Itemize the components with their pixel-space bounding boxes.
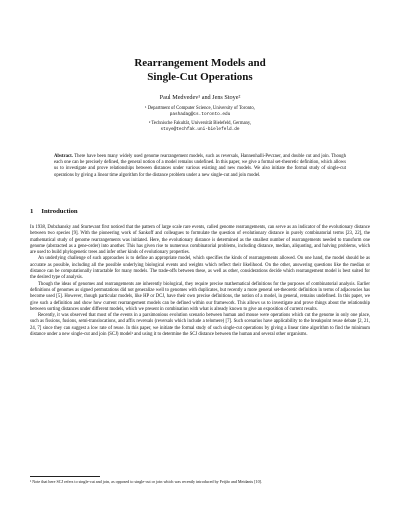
- paragraph-4: Recently, it was observed that most of the events in a parsimonious evolution scenario between human and mouse were operations which cut the genome in only one place, such as fissions, fusions, semi-translocations, and affix reversals (reversals which include a telomere) [7]. Such scenarios have applicability to the breakpoint reuse debate [2, 21, 24, 7] since they can suggest a low rate of reuse. In this paper, we initiate the formal study of such single-cut operations by giving a linear time algorithm to find the minimum distance under a new single-cut and join (SCJ) model¹ and using it to determine the SCJ distance between the human and several other organisms.: [30, 313, 370, 338]
- abstract-text: There have been many widely used genome rearrangement models, such as reversals, Hannenhalli-Pevzner, and double cut and join. Though each one can be precisely defined, the general notion of a model remains undefined. In this paper, we give a formal set-theoretic definition, which allows us to investigate and prove relationships between distances under various existing and new models. We also initiate the formal study of single-cut operations by giving a linear time algorithm for the distance problem under a new single-cut and join model.: [54, 154, 346, 178]
- paragraph-2: An underlying challenge of such approaches is to define an appropriate model, which specifies the kinds of rearrangements allowed. On one hand, the model should be as accurate as possible, including all the possible underlying biological events and weights which reflect their likelihood. On the other, answering questions like the median or distance can be computationally intractable for many models. The trade-offs between these, as well as other, considerations decide which rearrangement model is best suited for the desired type of analysis.: [30, 256, 370, 281]
- section-body: [30, 225, 370, 338]
- paragraph-1: In 1938, Dobzhansky and Sturtevant first noticed that the pattern of large scale rare events, called genome rearrangements, can serve as an indicator of the evolutionary distance between two species [9]. With the pioneering work of Sankoff and colleagues to formulate the question of evolutionary distance in purely combinatorial terms [23, 22], the mathematical study of genome rearrangements was initiated. Here, the evolutionary distance is determined as the smallest number of rearrangements needed to transform one genome (abstracted as a gene-order) into another. This has given rise to numerous combinatorial problems, including distance, median, aliquoting, and halving problems, which are used to build phylogenetic trees and infer other kinds of evolutionary properties.: [30, 225, 370, 256]
- affiliation-1: [40, 106, 360, 118]
- abstract: [54, 154, 346, 179]
- affiliation-2-email: stoye@techfak.uni-bielefeld.de: [160, 127, 240, 133]
- footnote: ¹ Note that here SCJ refers to single-cut and join, as opposed to single-cut or join which was recently introduced by Feijão and Meidanis [10].: [30, 479, 263, 484]
- footnote-rule: [30, 476, 100, 477]
- section-title: Introduction: [41, 208, 78, 215]
- author-list: Paul Medvedev¹ and Jens Stoye²: [159, 94, 241, 101]
- title-line-2: Single-Cut Operations: [147, 71, 253, 83]
- paper-title: [40, 56, 360, 84]
- paragraph-3: Though the ideas of genomes and rearrangements are inherently biological, they require precise mathematical definitions for the purposes of combinatorial analysis. Earlier definitions of genomes as signed permutations did not generalize well to genomes with duplicates, but recently a more general set-theoretic definition in terms of adjacencies has become used [5]. However, though particular models, like HP or DCJ, have their own precise definitions, the notion of a model, in general, remains undefined. In this paper, we give such a definition and show how current rearrangement models can be defined within our framework. This allows us to investigate and prove things about the relationship between sorting distances under different models, which we present in combination with what is already known to give an exposition of current results.: [30, 281, 370, 312]
- title-line-1: Rearrangement Models and: [134, 57, 266, 69]
- section-heading: [30, 208, 86, 215]
- abstract-label: Abstract.: [54, 154, 73, 159]
- affiliation-2: [40, 121, 360, 133]
- affiliation-1-email: pashadag@cs.toronto.edu: [169, 112, 231, 118]
- affiliation-1-text: ¹ Department of Computer Science, University of Toronto,: [145, 106, 255, 111]
- affiliation-2-text: ² Technische Fakultät, Universität Bielefeld, Germany,: [148, 121, 252, 126]
- section-number: 1: [30, 208, 34, 215]
